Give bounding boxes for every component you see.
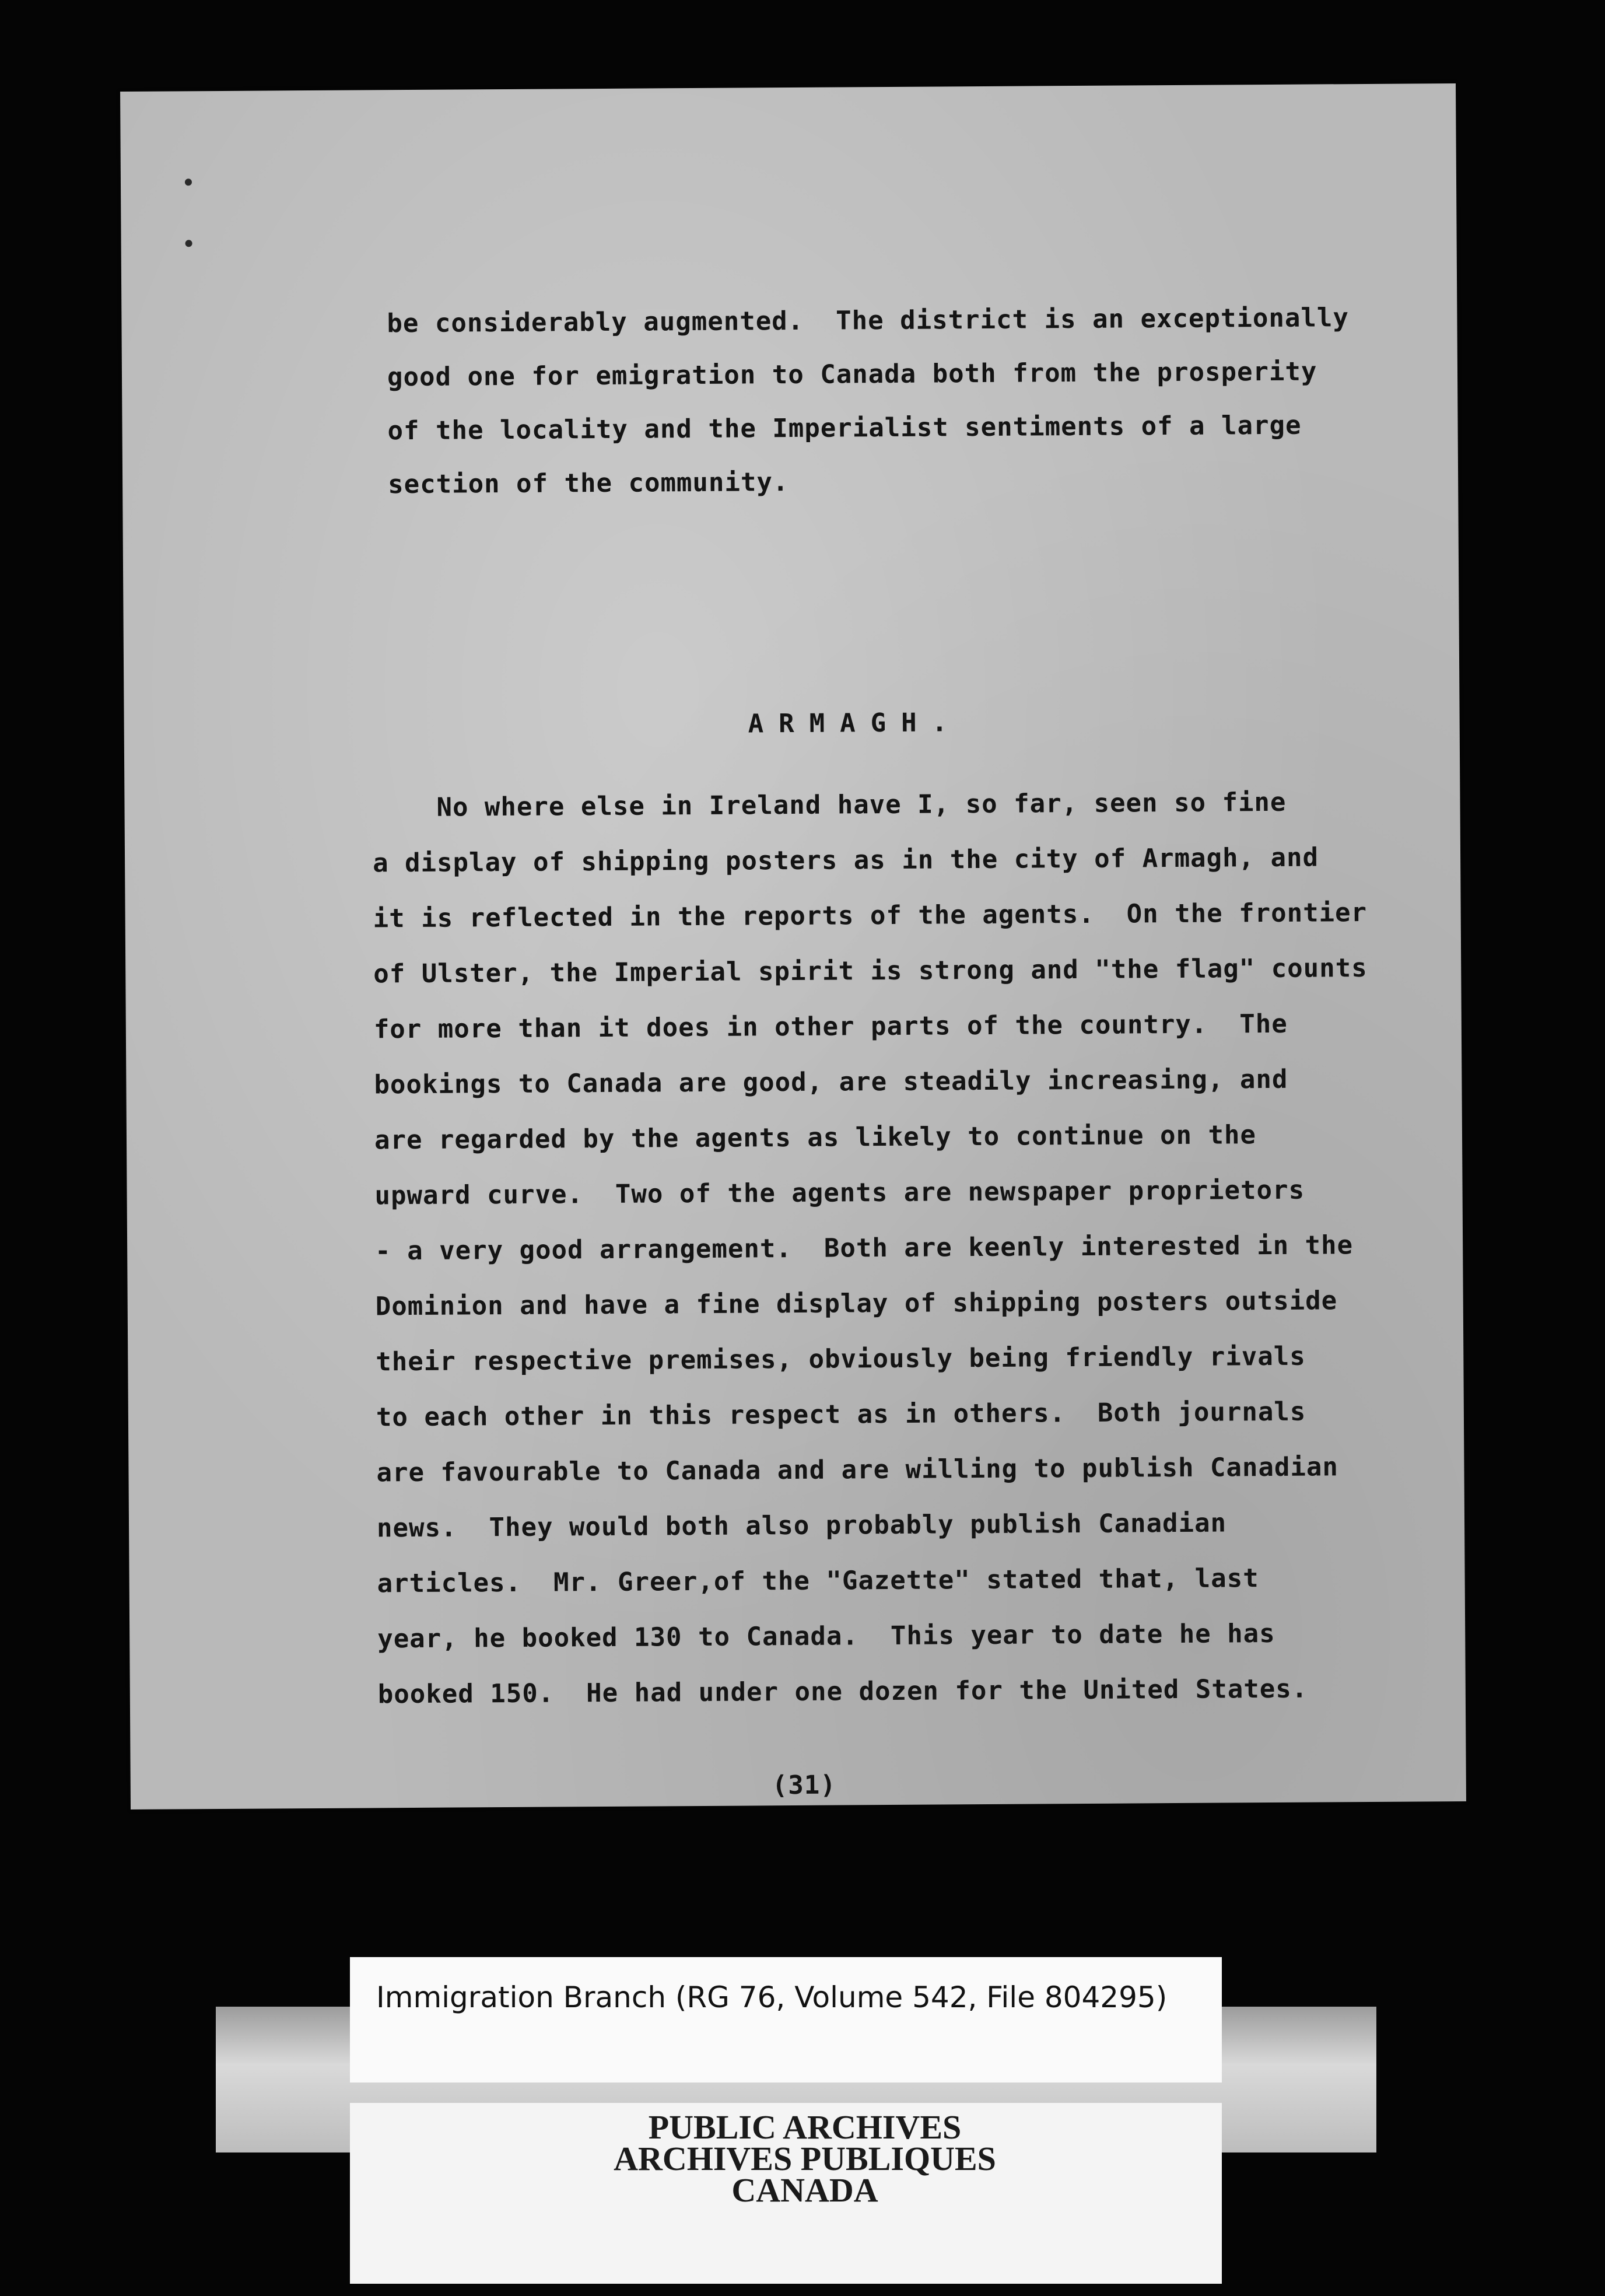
text-line: their respective premises, obviously being friendly rivals	[376, 1341, 1306, 1377]
text-line: it is reflected in the reports of the agents. On the frontier	[373, 897, 1368, 934]
text-line: are regarded by the agents as likely to continue on the	[374, 1120, 1257, 1156]
section-heading: ARMAGH.	[748, 708, 963, 739]
text-line: No where else in Ireland have I, so far, seen so fine	[372, 787, 1287, 823]
text-line: news. They would both also probably publish Canadian	[376, 1508, 1227, 1544]
stamp-line: PUBLIC ARCHIVES	[648, 2108, 962, 2146]
archive-reference-card	[350, 1957, 1222, 2082]
archive-reference-text: Immigration Branch (RG 76, Volume 542, File 804295)	[376, 1980, 1168, 2014]
stamp-line: CANADA	[731, 2171, 878, 2209]
text-line: booked 150. He had under one dozen for the United States.	[377, 1674, 1308, 1710]
punch-hole-mark	[185, 240, 192, 247]
text-line: Dominion and have a fine display of shipping posters outside	[375, 1286, 1338, 1322]
text-line: bookings to Canada are good, are steadily increasing, and	[374, 1064, 1288, 1100]
text-line: year, he booked 130 to Canada. This year to date he has	[377, 1618, 1275, 1654]
text-line: of the locality and the Imperialist sentiments of a large	[387, 410, 1302, 446]
punch-hole-mark	[185, 178, 192, 186]
typed-document-page	[120, 83, 1466, 1810]
text-line: of Ulster, the Imperial spirit is strong and "the flag" counts	[373, 953, 1368, 989]
text-line: upward curve. Two of the agents are newspaper proprietors	[374, 1175, 1305, 1211]
text-line: a display of shipping posters as in the city of Armagh, and	[372, 842, 1319, 878]
stamp-line: ARCHIVES PUBLIQUES	[614, 2140, 996, 2178]
page-number: (31)	[772, 1770, 836, 1801]
archive-stamp	[572, 2108, 1038, 2209]
text-line: good one for emigration to Canada both from the prosperity	[387, 356, 1317, 393]
text-line: - a very good arrangement. Both are keenly interested in the	[375, 1230, 1354, 1266]
text-line: be considerably augmented. The district is an exceptionally	[387, 303, 1350, 339]
text-line: section of the community.	[387, 467, 789, 500]
text-line: are favourable to Canada and are willing to publish Canadian	[376, 1452, 1339, 1488]
text-line: to each other in this respect as in others. Both journals	[376, 1396, 1306, 1433]
text-line: for more than it does in other parts of the country. The	[373, 1009, 1288, 1045]
paragraph-continuation	[120, 83, 1456, 500]
text-line: articles. Mr. Greer,of the "Gazette" stated that, last	[377, 1563, 1259, 1599]
